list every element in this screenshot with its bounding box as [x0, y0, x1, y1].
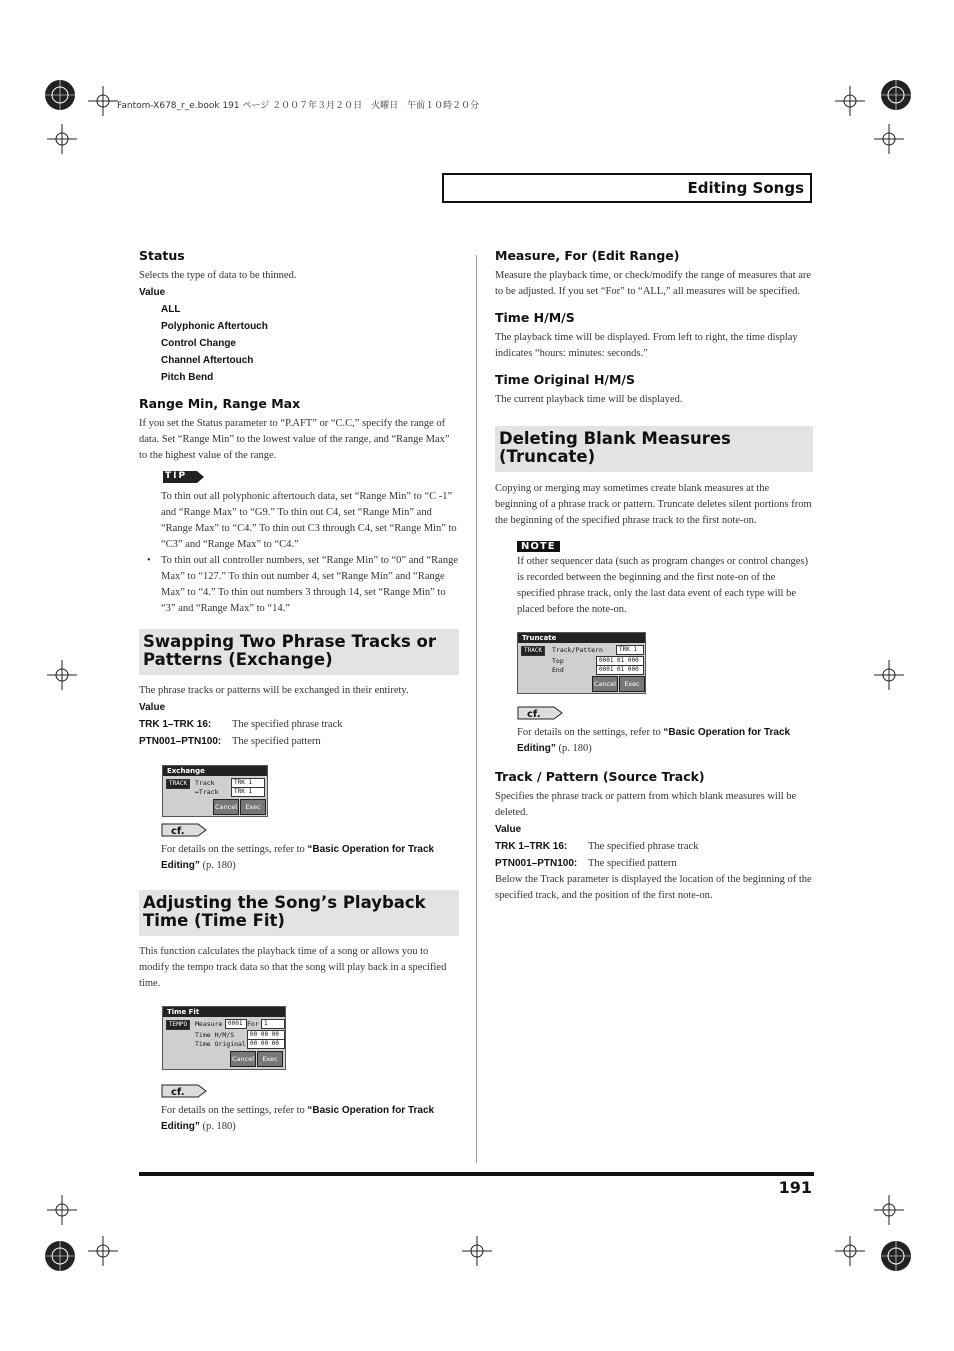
exchange-screenshot — [162, 765, 268, 817]
screen-field: 00 00 00 — [247, 1030, 285, 1040]
status-values — [139, 301, 459, 386]
measure-heading: Measure, For (Edit Range) — [495, 248, 680, 263]
value-item: Polyphonic Aftertouch — [161, 321, 268, 332]
crosshair-mark — [874, 124, 904, 154]
value-row: PTN001–PTN100: The specified pattern — [139, 736, 321, 747]
cf-text: For details on the settings, refer to “Basic Operation for Track Editing” (p. 180) — [161, 1105, 435, 1132]
exchange-desc: The phrase tracks or patterns will be exchanged in their entirety. — [139, 685, 409, 696]
screen-title: Time Fit — [163, 1007, 285, 1017]
value-item: Control Change — [161, 338, 236, 349]
screen-label: Measure — [195, 1020, 223, 1028]
screen-label: ↔Track — [195, 788, 219, 796]
timefit-desc: This function calculates the playback time of a song or allows you to modify the tempo track data so that the song will play back in a specified time. — [139, 946, 447, 989]
chapter-title: Editing Songs — [687, 179, 804, 197]
svg-text:cf.: cf. — [171, 1087, 185, 1098]
screen-field: TRK 1 — [616, 645, 644, 655]
cf-icon — [161, 1084, 207, 1098]
screen-field: 1 — [261, 1019, 285, 1029]
page-number: 191 — [778, 1178, 812, 1197]
cf-text: For details on the settings, refer to “Basic Operation for Track Editing” (p. 180) — [161, 844, 435, 871]
crosshair-mark — [47, 660, 77, 690]
value-item: Pitch Bend — [161, 372, 214, 383]
cf-block — [139, 823, 459, 874]
exchange-section-header — [139, 629, 459, 675]
tip-text-1: To thin out all polyphonic aftertouch data, set “Range Min” to “C -1” and “Range Max” to “G9.” To thin out C4, set “Range Min” and “Range Max” to “C4.” To thin out C3 through C4, set “Range Min” to “C3” and “Range Max” to “C4.” — [161, 491, 457, 550]
svg-text:cf.: cf. — [171, 826, 185, 837]
screen-exec-button: Exec — [240, 799, 266, 815]
time-hms-desc: The playback time will be displayed. From left to right, the time display indicates “hours: minutes: seconds.” — [495, 332, 798, 359]
right-column — [495, 248, 813, 904]
source-value-label: Value — [495, 824, 522, 835]
screen-label: Track — [195, 779, 215, 787]
value-row: TRK 1–TRK 16: The specified phrase track — [495, 841, 699, 852]
registration-mark-top-left — [40, 75, 80, 115]
registration-mark-bottom-left — [40, 1236, 80, 1276]
timefit-screenshot — [162, 1006, 286, 1070]
column-divider — [476, 255, 477, 1163]
crosshair-mark — [88, 1236, 118, 1266]
value-row: PTN001–PTN100: The specified pattern — [495, 858, 677, 869]
value-item: ALL — [161, 304, 181, 315]
screen-select: TRACK — [521, 646, 545, 656]
left-column — [139, 248, 459, 1135]
source-tail: Below the Track parameter is displayed the location of the beginning of the specified track, and the position of the first note-on. — [495, 874, 812, 901]
screen-exec-button: Exec — [257, 1051, 283, 1067]
range-heading: Range Min, Range Max — [139, 396, 301, 411]
timefit-section-header — [139, 890, 459, 936]
crosshair-mark — [47, 1195, 77, 1225]
screen-select: TRACK — [166, 779, 190, 789]
screen-cancel-button: Cancel — [592, 676, 618, 692]
source-desc: Specifies the phrase track or pattern from which blank measures will be deleted. — [495, 791, 797, 818]
value-item: Channel Aftertouch — [161, 355, 254, 366]
screen-field: 0001 01 000 — [596, 656, 644, 666]
crosshair-mark — [874, 660, 904, 690]
range-desc: If you set the Status parameter to “P.AFT” or “C.C,” specify the range of data. Set “Range Min” to the lowest value of the range, and “Range Max” to the highest value of the range. — [139, 418, 450, 461]
footer-rule — [139, 1172, 814, 1176]
screen-field: TRK 1 — [231, 787, 265, 797]
source-heading: Track / Pattern (Source Track) — [495, 769, 705, 784]
truncate-heading: Deleting Blank Measures (Truncate) — [499, 429, 731, 466]
screen-label: Time Original — [195, 1040, 246, 1048]
screen-field: TRK 1 — [231, 778, 265, 788]
screen-cancel-button: Cancel — [213, 799, 239, 815]
screen-field: 0001 01 000 — [596, 665, 644, 675]
value-row: TRK 1–TRK 16: The specified phrase track — [139, 719, 343, 730]
cf-icon — [517, 706, 563, 720]
screen-title: Truncate — [518, 633, 645, 643]
time-hms-heading: Time H/M/S — [495, 310, 575, 325]
registration-mark-bottom-right — [876, 1236, 916, 1276]
tip-text-2: • To thin out all controller numbers, set “Range Min” to “0” and “Range Max” to “127.” To thin out number 4, set “Range Min” and “Range Max” to “4.” To thin out numbers 3 through 14, set “Range Min” to “3” and “Range Max” to “14.” — [161, 553, 459, 617]
crosshair-mark — [835, 86, 865, 116]
truncate-desc: Copying or merging may sometimes create blank measures at the beginning of a phrase track or pattern. Truncate deletes silent portions from the beginning of the specified phrase track to the first note-on. — [495, 483, 812, 526]
cf-block — [495, 706, 813, 757]
status-value-label: Value — [139, 287, 166, 298]
status-desc: Selects the type of data to be thinned. — [139, 270, 297, 281]
screen-select: TEMPO — [166, 1020, 190, 1030]
tip-block — [139, 470, 459, 617]
screen-cancel-button: Cancel — [230, 1051, 256, 1067]
screen-label: Top — [552, 657, 564, 665]
truncate-screenshot — [517, 632, 646, 694]
exchange-value-label: Value — [139, 702, 166, 713]
cf-block — [139, 1084, 459, 1135]
time-orig-heading: Time Original H/M/S — [495, 372, 635, 387]
svg-text:cf.: cf. — [527, 709, 541, 720]
exchange-heading: Swapping Two Phrase Tracks or Patterns (Exchange) — [143, 632, 436, 669]
crosshair-mark — [874, 1195, 904, 1225]
crosshair-mark — [835, 1236, 865, 1266]
screen-title: Exchange — [163, 766, 267, 776]
screen-field: 00 00 00 — [247, 1039, 285, 1049]
crosshair-mark — [88, 86, 118, 116]
screen-label: Track/Pattern — [552, 646, 603, 654]
timefit-heading: Adjusting the Song’s Playback Time (Time Fit) — [143, 893, 426, 930]
screen-label: End — [552, 666, 564, 674]
screen-label: Time H/M/S — [195, 1031, 235, 1039]
print-header: Fantom-X678_r_e.book 191 ページ ２００７年３月２０日 火曜日 午前１０時２０分 — [117, 101, 480, 111]
cf-icon — [161, 823, 207, 837]
time-orig-desc: The current playback time will be displayed. — [495, 394, 683, 405]
tip-list — [161, 553, 459, 617]
screen-label: For — [247, 1020, 259, 1028]
cf-text: For details on the settings, refer to “Basic Operation for Track Editing” (p. 180) — [517, 727, 791, 754]
tip-label: TIP — [165, 471, 188, 481]
crosshair-mark — [47, 124, 77, 154]
note-block — [495, 536, 813, 618]
truncate-section-header — [495, 426, 813, 472]
screen-field: 0001 — [225, 1019, 247, 1029]
registration-mark-top-right — [876, 75, 916, 115]
measure-desc: Measure the playback time, or check/modify the range of measures that are to be adjusted. If you set “For” to “ALL,” all measures will be specified. — [495, 270, 812, 297]
status-heading: Status — [139, 248, 185, 263]
crosshair-mark — [462, 1236, 492, 1266]
note-label: NOTE — [517, 541, 560, 552]
screen-exec-button: Exec — [619, 676, 645, 692]
note-text: If other sequencer data (such as program changes or control changes) is recorded between the beginning and the first note-on of the specified phrase track, only the last data event of each type will be placed before the note-on. — [517, 556, 808, 615]
